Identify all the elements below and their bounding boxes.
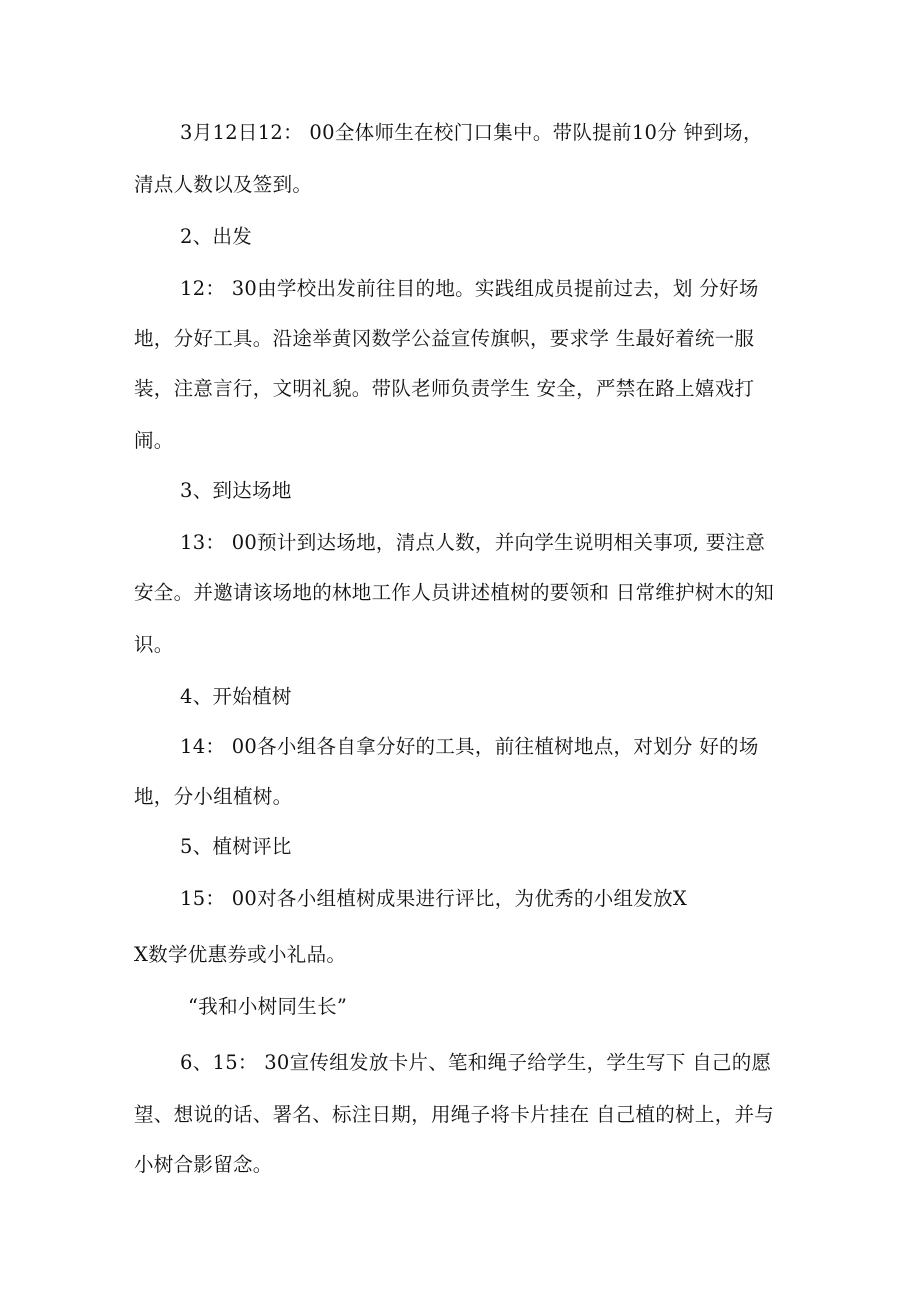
paragraph-line: 3月12日12： 00全体师生在校门口集中。带队提前10分 钟到场， [180, 121, 763, 144]
paragraph-line: 地，分好工具。沿途举黄冈数学公益宣传旗帜，要求学 生最好着统一服 [134, 327, 755, 350]
subtitle-quote: “我和小树同生长” [188, 995, 348, 1018]
paragraph-line: 识。 [134, 633, 174, 656]
section-heading: 4、开始植树 [180, 685, 292, 708]
paragraph-line: 闹。 [134, 429, 174, 452]
paragraph-line: 15： 00对各小组植树成果进行评比，为优秀的小组发放X [180, 887, 688, 910]
section-heading: 5、植树评比 [180, 835, 292, 858]
paragraph-line: 安全。并邀请该场地的林地工作人员讲述植树的要领和 日常维护树木的知 [134, 581, 775, 604]
paragraph-line: 13： 00预计到达场地，清点人数，并向学生说明相关事项, 要注意 [180, 531, 766, 554]
paragraph-line: 14： 00各小组各自拿分好的工具，前往植树地点，对划分 好的场 [180, 735, 759, 758]
paragraph-line: 小树合影留念。 [134, 1153, 273, 1176]
paragraph-line: 6、15： 30宣传组发放卡片、笔和绳子给学生，学生写下 自己的愿 [180, 1051, 772, 1074]
paragraph-line: 装，注意言行，文明礼貌。带队老师负责学生 安全，严禁在路上嬉戏打 [134, 377, 755, 400]
section-heading: 2、出发 [180, 225, 253, 248]
paragraph-line: X数学优惠券或小礼品。 [134, 943, 347, 966]
paragraph-line: 地，分小组植树。 [134, 785, 293, 808]
paragraph-line: 望、想说的话、署名、标注日期，用绳子将卡片挂在 自己植的树上，并与 [134, 1103, 775, 1126]
paragraph-line: 12： 30由学校出发前往目的地。实践组成员提前过去，划 分好场 [180, 277, 759, 300]
paragraph-line: 清点人数以及签到。 [134, 173, 313, 196]
section-heading: 3、到达场地 [180, 479, 292, 502]
